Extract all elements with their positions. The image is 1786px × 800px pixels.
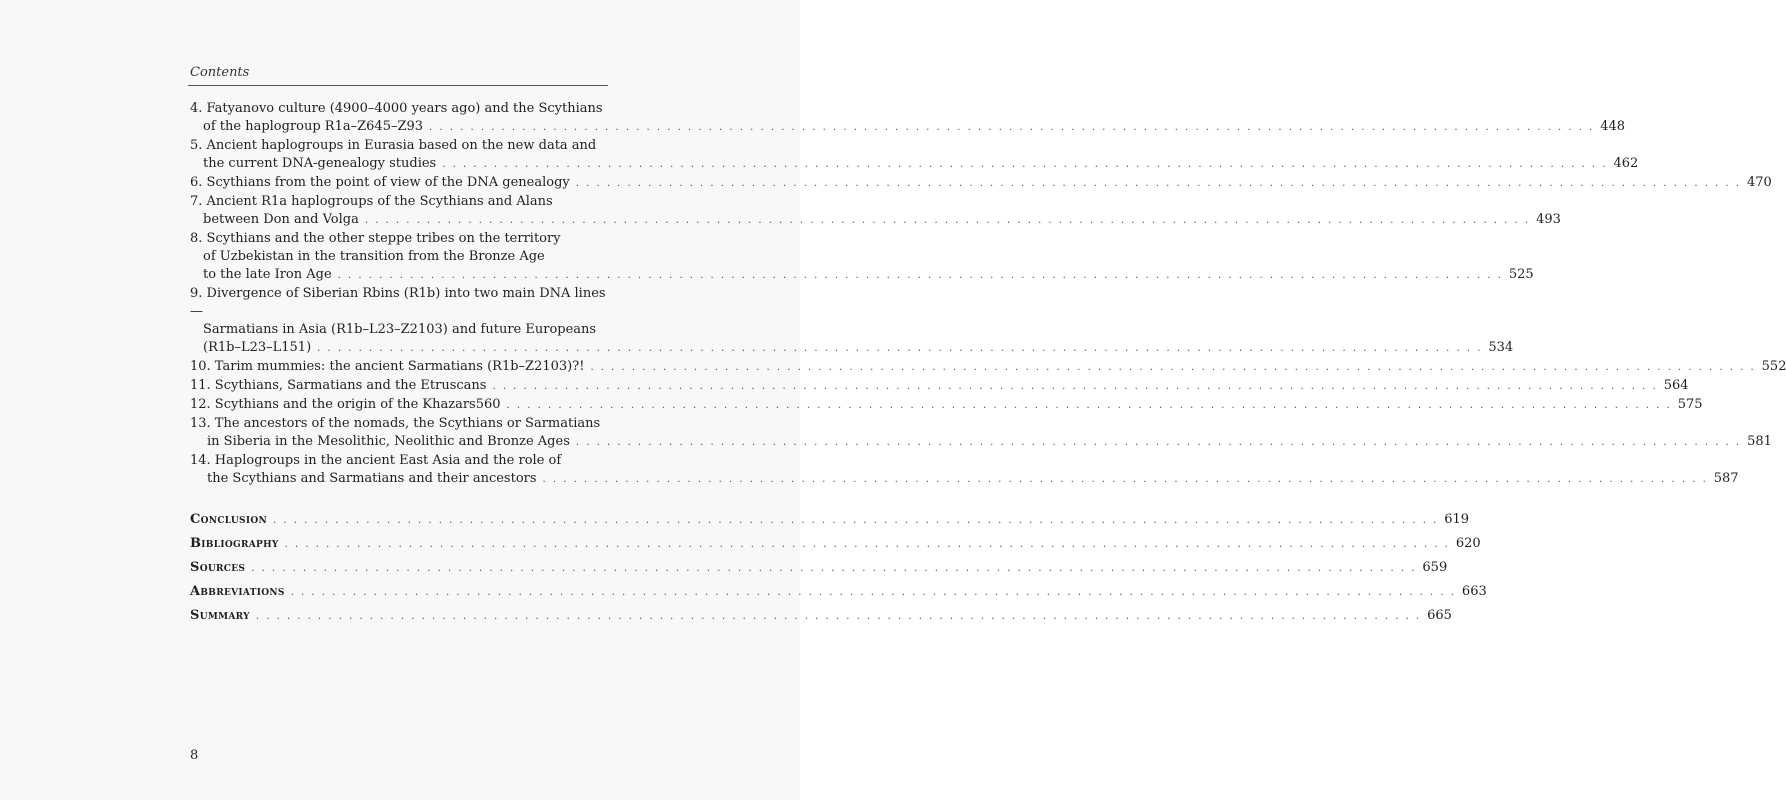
leader-dots (590, 362, 1755, 373)
header-rule (188, 85, 608, 86)
toc-section-page: 619 (1444, 512, 1470, 527)
toc-entry-page: 525 (1508, 267, 1534, 282)
toc-entry-title: between Don and Volga (203, 212, 359, 227)
toc-entry (190, 137, 1639, 174)
leader-dots (256, 608, 1421, 626)
toc-entry-last-line (190, 396, 1703, 415)
toc-sections (190, 511, 1487, 626)
toc-entry-page: 470 (1746, 175, 1772, 190)
toc-section (190, 511, 1470, 530)
toc-entry-last-line (190, 174, 1772, 193)
toc-section-page: 659 (1422, 560, 1448, 575)
toc-entry-last-line (190, 377, 1689, 396)
running-header: Contents (190, 65, 250, 80)
toc-entries (190, 100, 1786, 489)
toc-section-page: 665 (1427, 608, 1452, 623)
leader-dots (442, 159, 1607, 170)
leader-dots (576, 178, 1741, 189)
toc-entry-page: 448 (1600, 119, 1626, 134)
leader-dots (285, 536, 1450, 554)
toc-entry-page: 493 (1536, 212, 1561, 227)
toc-section (190, 535, 1481, 554)
toc-entry-page: 564 (1663, 378, 1689, 393)
toc-entry-page: 552 (1761, 359, 1786, 374)
toc-entry-line: 14. Haplogroups in the ancient East Asia and the role of (190, 453, 562, 468)
toc-entry-title: the Scythians and Sarmatians and their ancestors (207, 471, 537, 486)
leader-dots (291, 584, 1456, 602)
toc-section-page: 620 (1455, 536, 1481, 551)
toc-entry-title: the current DNA-genealogy studies (203, 156, 437, 171)
toc-entry-last-line (190, 118, 1626, 137)
toc-section (190, 607, 1452, 626)
toc-entry-last-line (190, 358, 1786, 377)
leader-dots (365, 215, 1530, 226)
toc-entry (190, 174, 1772, 193)
toc-entry-title: (R1b–L23–L151) (203, 340, 312, 355)
toc-entry-last-line (190, 211, 1561, 230)
toc-entry-line: of Uzbekistan in the transition from the Bronze Age (203, 249, 545, 264)
toc-entry (190, 452, 1739, 489)
toc-entry-title: in Siberia in the Mesolithic, Neolithic and Bronze Ages (207, 434, 570, 449)
toc-entry-last-line (190, 155, 1639, 174)
leader-dots (273, 512, 1438, 530)
toc-entry-line: 8. Scythians and the other steppe tribes on the territory (190, 231, 561, 246)
toc-entry (190, 377, 1689, 396)
toc-section-title: Bibliography (190, 536, 279, 551)
toc-entry-page: 575 (1677, 397, 1703, 412)
toc-entry-line: 9. Divergence of Siberian Rbins (R1b) into two main DNA lines— (190, 286, 606, 319)
toc-section-title: Abbreviations (190, 584, 285, 599)
toc-entry-title: to the late Iron Age (203, 267, 332, 282)
leader-dots (576, 437, 1741, 448)
toc-entry-page: 534 (1488, 340, 1514, 355)
toc-entry-line: 5. Ancient haplogroups in Eurasia based on the new data and (190, 138, 597, 153)
leader-dots (317, 343, 1482, 354)
toc-entry-line: 7. Ancient R1a haplogroups of the Scythians and Alans (190, 194, 553, 209)
leader-dots (507, 400, 1672, 411)
page-number: 8 (190, 748, 199, 763)
leader-dots (251, 560, 1416, 578)
leader-dots (492, 381, 1657, 392)
table-of-contents (190, 100, 1786, 631)
toc-entry-title: 6. Scythians from the point of view of the DNA genealogy (190, 175, 570, 190)
toc-entry (190, 230, 1534, 285)
toc-entry-page: 581 (1747, 434, 1772, 449)
leader-dots (543, 474, 1708, 485)
toc-section-title: Summary (190, 608, 250, 623)
toc-entry (190, 396, 1703, 415)
toc-entry-last-line (190, 433, 1772, 452)
toc-entry-page: 462 (1613, 156, 1639, 171)
toc-entry-last-line (190, 339, 1514, 358)
leader-dots (338, 270, 1503, 281)
toc-entry-title: 12. Scythians and the origin of the Khazars560 (190, 397, 501, 412)
toc-entry-title: 11. Scythians, Sarmatians and the Etruscans (190, 378, 487, 393)
toc-entry-title: of the haplogroup R1a–Z645–Z93 (203, 119, 424, 134)
toc-entry (190, 415, 1772, 452)
toc-section (190, 559, 1448, 578)
toc-section-title: Sources (190, 560, 246, 575)
toc-section-page: 663 (1461, 584, 1487, 599)
toc-entry-page: 587 (1713, 471, 1739, 486)
toc-entry-line: 4. Fatyanovo culture (4900–4000 years ago) and the Scythians (190, 101, 603, 116)
leader-dots (429, 122, 1594, 133)
toc-entry (190, 358, 1786, 377)
toc-entry-last-line (190, 266, 1534, 285)
toc-entry-line: Sarmatians in Asia (R1b–L23–Z2103) and future Europeans (203, 322, 597, 337)
toc-entry-last-line (190, 470, 1739, 489)
toc-entry (190, 285, 1514, 358)
toc-section-title: Conclusion (190, 512, 268, 527)
toc-section (190, 583, 1487, 602)
toc-entry (190, 193, 1561, 230)
toc-entry-line: 13. The ancestors of the nomads, the Scythians or Sarmatians (190, 416, 601, 431)
toc-entry-title: 10. Tarim mummies: the ancient Sarmatians (R1b–Z2103)?! (190, 359, 585, 374)
toc-entry (190, 100, 1626, 137)
